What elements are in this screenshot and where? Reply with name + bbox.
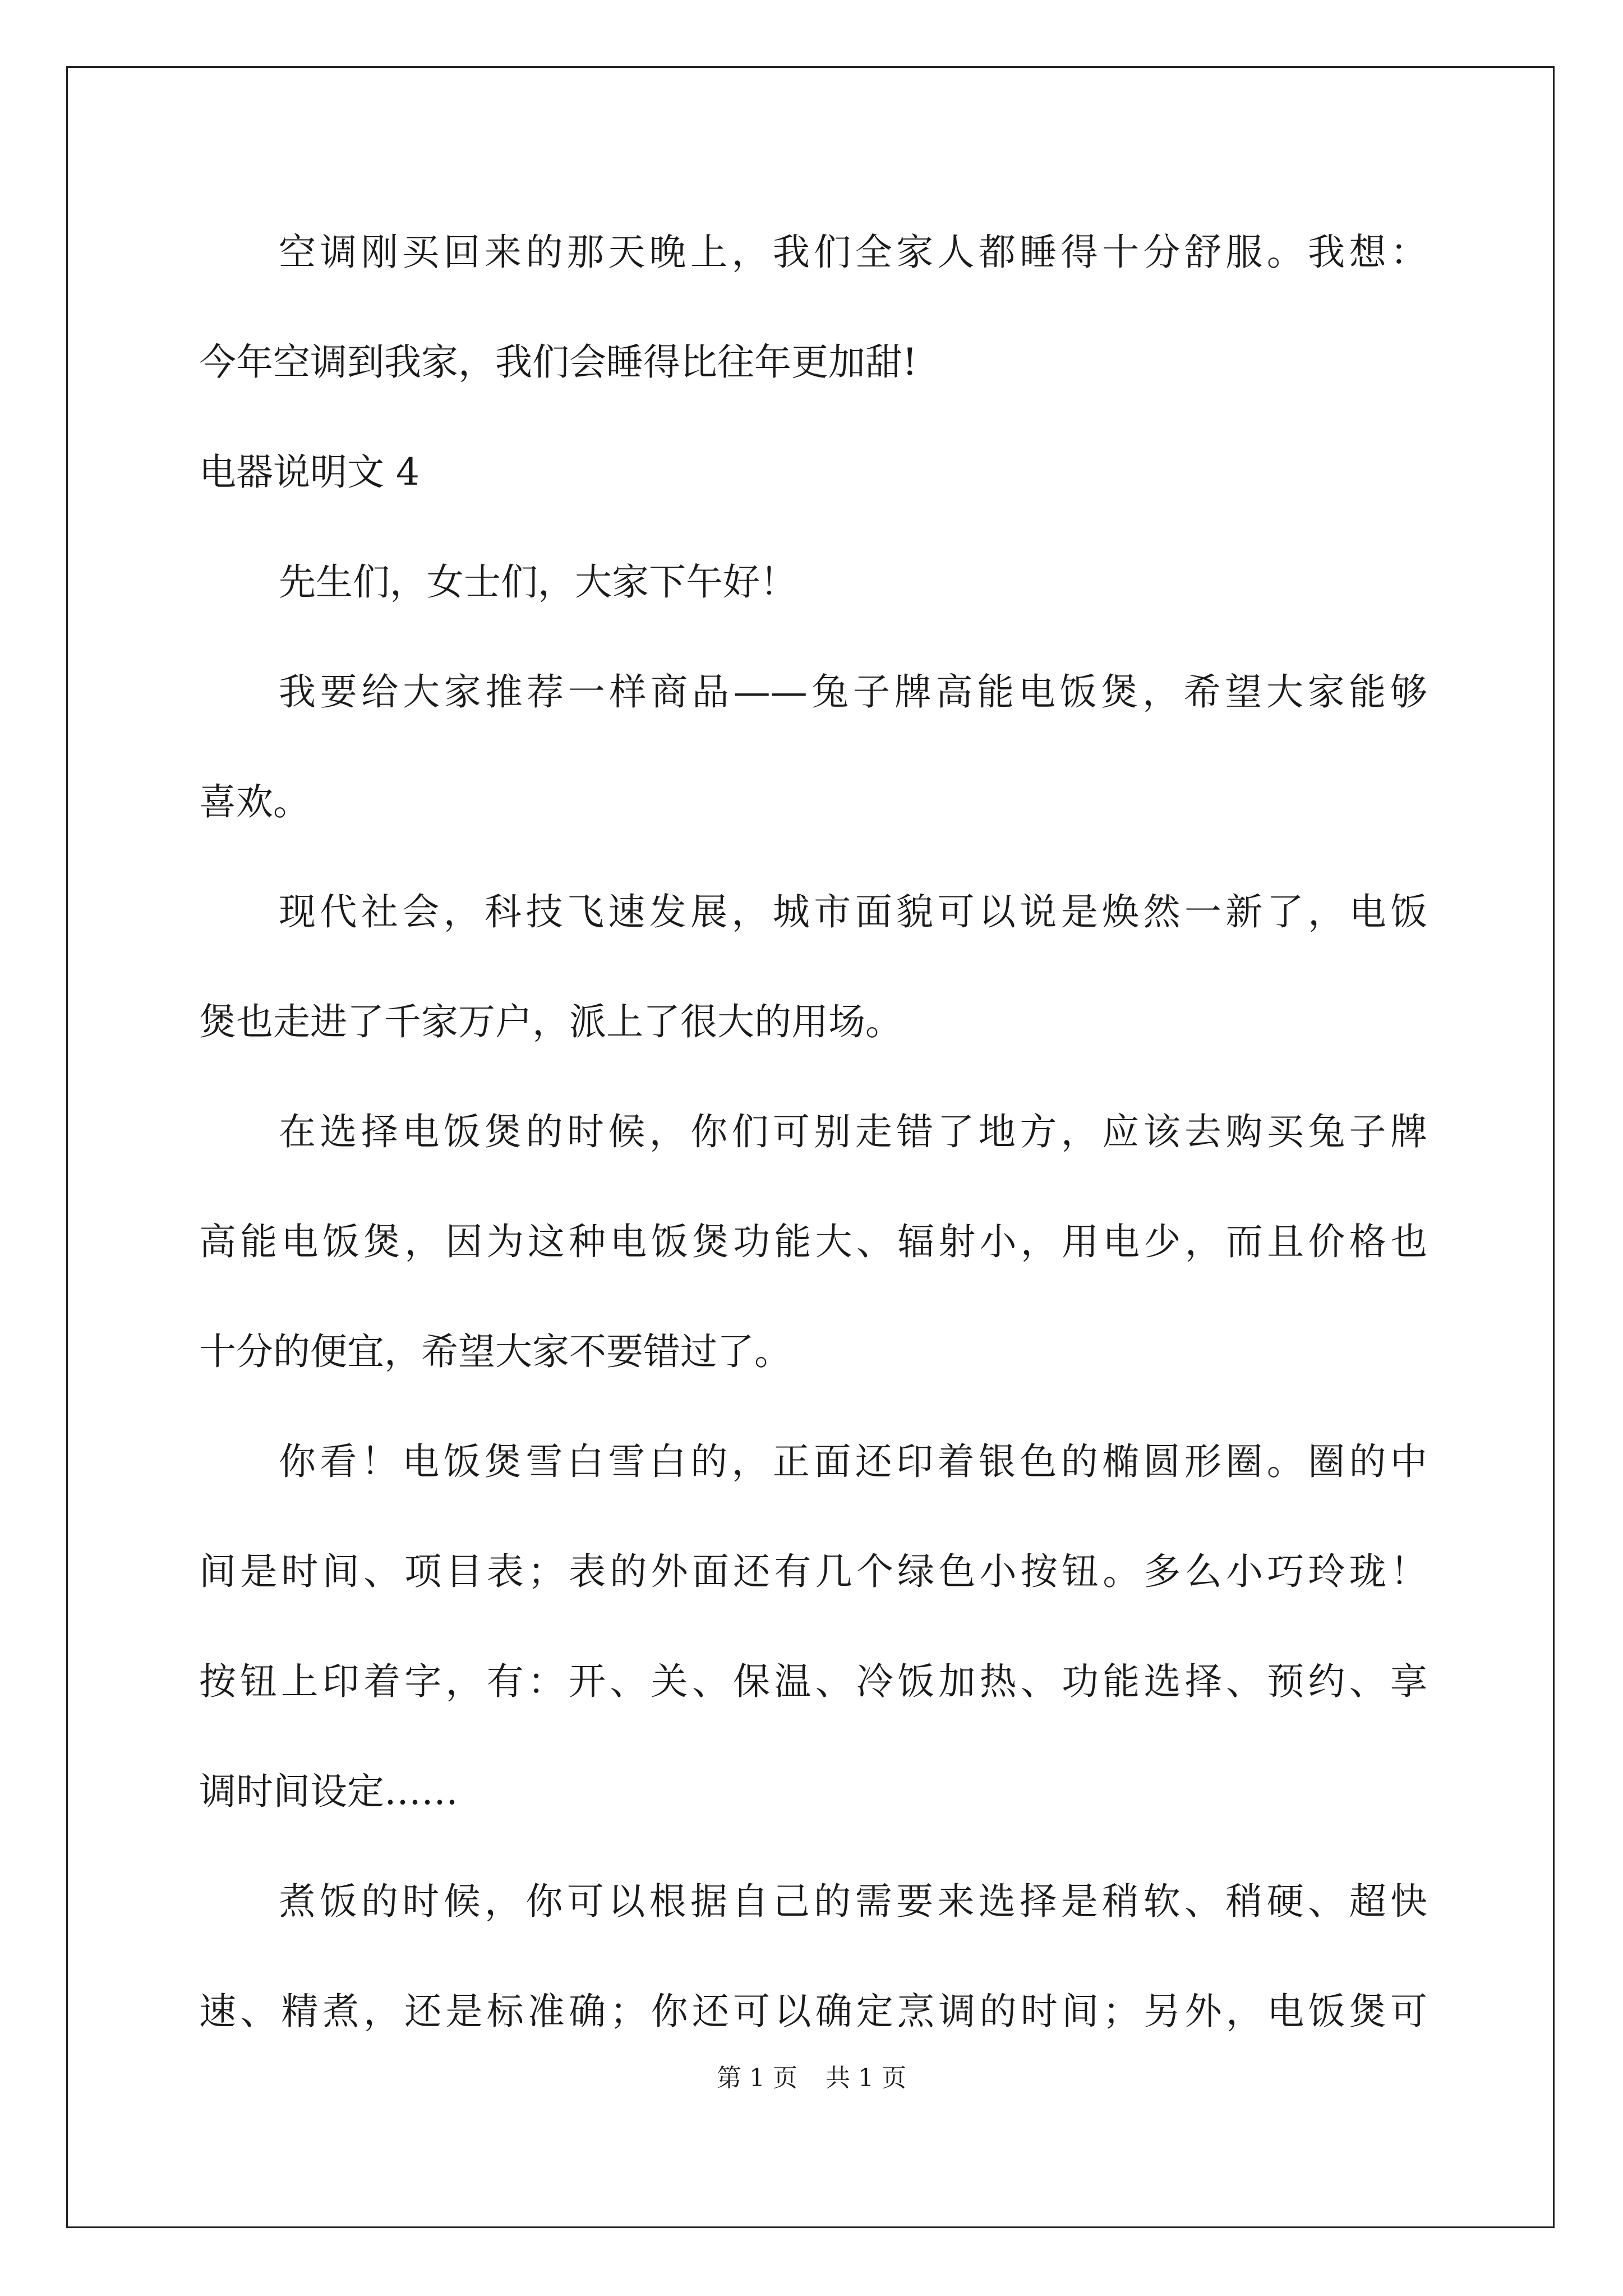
paragraph-line: 煲也走进了千家万户，派上了很大的用场。 bbox=[199, 1000, 902, 1043]
document-body bbox=[199, 213, 1427, 2082]
paragraph-line: 间是时间、项目表；表的外面还有几个绿色小按钮。多么小巧玲珑！ bbox=[199, 1550, 1427, 1593]
paragraph-line: 空调刚买回来的那天晚上，我们全家人都睡得十分舒服。我想： bbox=[279, 231, 1427, 274]
paragraph-line: 调时间设定…… bbox=[199, 1770, 458, 1813]
paragraph-line: 喜欢。 bbox=[199, 780, 310, 823]
paragraph-line: 先生们，女士们，大家下午好！ bbox=[279, 560, 797, 604]
paragraph-line: 我要给大家推荐一样商品——兔子牌高能电饭煲，希望大家能够 bbox=[279, 670, 1427, 714]
paragraph-line: 高能电饭煲，因为这种电饭煲功能大、辐射小，用电少，而且价格也 bbox=[199, 1220, 1427, 1263]
paragraph-line: 你看！电饭煲雪白雪白的，正面还印着银色的椭圆形圈。圈的中 bbox=[279, 1440, 1427, 1483]
section-title: 电器说明文 4 bbox=[199, 450, 419, 494]
paragraph-line: 速、精煮，还是标准确；你还可以确定烹调的时间；另外，电饭煲可 bbox=[199, 1990, 1427, 2033]
paragraph-line: 今年空调到我家，我们会睡得比往年更加甜! bbox=[199, 341, 917, 384]
paragraph-line: 煮饭的时候，你可以根据自己的需要来选择是稍软、稍硬、超快 bbox=[279, 1880, 1427, 1923]
paragraph-line: 按钮上印着字，有：开、关、保温、冷饭加热、功能选择、预约、享 bbox=[199, 1660, 1427, 1703]
paragraph-line: 在选择电饭煲的时候，你们可别走错了地方，应该去购买兔子牌 bbox=[279, 1110, 1427, 1153]
paragraph-line: 十分的便宜，希望大家不要错过了。 bbox=[199, 1330, 791, 1373]
paragraph-line: 现代社会，科技飞速发展，城市面貌可以说是焕然一新了，电饭 bbox=[279, 890, 1427, 933]
page-number: 第 1 页 bbox=[717, 2064, 797, 2092]
page-footer bbox=[0, 2062, 1623, 2095]
page-total: 共 1 页 bbox=[826, 2064, 906, 2092]
